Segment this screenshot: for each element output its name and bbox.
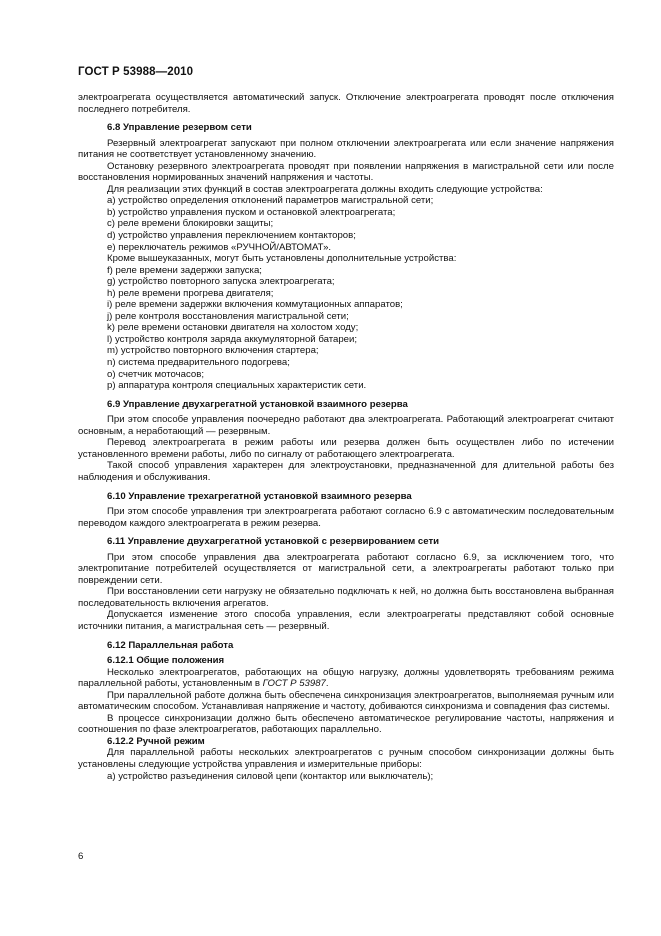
list-item: m) устройство повторного включения стартера; <box>107 345 319 357</box>
list-item: а) устройство определения отклонений параметров магистральной сети; <box>107 195 434 207</box>
list-item: а) устройство разъединения силовой цепи (контактор или выключатель); <box>107 770 434 782</box>
paragraph: Резервный электроагрегат запускают при полном отключении электроагрегата или если значение напряжения питания не соответствует установленному значению. <box>78 137 614 161</box>
section-6-8-title: 6.8 Управление резервом сети <box>107 122 252 134</box>
standard-reference: ГОСТ Р 53987 <box>262 678 326 690</box>
list-item: g) устройство повторного запуска электроагрегата; <box>107 276 335 288</box>
paragraph: В процессе синхронизации должно быть обеспечено автоматическое регулирование частоты, напряжения и соотношения по фазе электроагрегатов, работающих параллельно. <box>78 712 614 736</box>
section-6-12-title: 6.12 Параллельная работа <box>107 639 234 651</box>
subsection-6-12-2-title: 6.12.2 Ручной режим <box>107 735 205 747</box>
list-item: c) реле времени блокировки защиты; <box>107 218 274 230</box>
paragraph: Такой способ управления характерен для электроустановки, предназначенной для длительной работы без наблюдения и обслуживания. <box>78 460 614 483</box>
list-item: p) аппаратура контроля специальных характеристик сети. <box>107 380 367 392</box>
standard-header: ГОСТ Р 53988—2010 <box>78 66 194 78</box>
list-item: b) устройство управления пуском и остановкой электроагрегата; <box>107 206 396 218</box>
list-item: j) реле контроля восстановления магистральной сети; <box>107 310 349 322</box>
paragraph: Остановку резервного электроагрегата проводят при появлении напряжения в магистральной сети или после восстановления нормированных значений напряжения и частоты. <box>78 160 614 184</box>
paragraph <box>78 667 614 690</box>
paragraph: Для параллельной работы нескольких электроагрегатов с ручным способом синхронизации должны быть установлены следующие устройства управления и измерительные приборы: <box>78 747 614 770</box>
section-6-10-title: 6.10 Управление трехагрегатной установкой взаимного резерва <box>107 490 412 502</box>
list-item: f) реле времени задержки запуска; <box>107 264 262 276</box>
subsection-6-12-1-title: 6.12.1 Общие положения <box>107 655 225 667</box>
paragraph: При этом способе управления два электроагрегата работают согласно 6.9, за исключением того, что электропитание потребителей осуществляется от магистральной сети, а электроагрегаты работают только при повреждении сети. <box>78 551 614 586</box>
paragraph: Перевод электроагрегата в режим работы или резерва должен быть осуществлен либо по истечении установленного времени работы, либо по сигналу от работающего электроагрегата. <box>78 437 614 460</box>
list-item: k) реле времени остановки двигателя на холостом ходу; <box>107 322 359 334</box>
page-number: 6 <box>78 851 84 862</box>
paragraph: Кроме вышеуказанных, могут быть установлены дополнительные устройства: <box>107 253 457 265</box>
paragraph: Допускается изменение этого способа управления, если электроагрегаты представляют собой основные источники питания, а магистральная сеть — резервный. <box>78 609 614 632</box>
paragraph: Для реализации этих функций в состав электроагрегата должны входить следующие устройства: <box>107 183 543 195</box>
list-item: l) устройство контроля заряда аккумуляторной батареи; <box>107 333 358 345</box>
list-item: d) устройство управления переключением контакторов; <box>107 230 356 242</box>
list-item: h) реле времени прогрева двигателя; <box>107 287 274 299</box>
paragraph: При этом способе управления три электроагрегата работают согласно 6.9 с автоматическим последовательным переводом каждого электроагрегата в режим резерва. <box>78 506 614 529</box>
paragraph-text: Несколько электроагрегатов, работающих на общую нагрузку, должны удовлетворять требованиям режима параллельной работы, установленным в <box>78 666 614 690</box>
section-6-11-title: 6.11 Управление двухагрегатной установкой с резервированием сети <box>107 536 440 548</box>
list-item: o) счетчик моточасов; <box>107 368 204 380</box>
intro-paragraph: электроагрегата осуществляется автоматический запуск. Отключение электроагрегата проводят после отключения последнего потребителя. <box>78 92 614 115</box>
document-body <box>78 92 614 782</box>
list-item: n) система предварительного подогрева; <box>107 357 290 369</box>
paragraph-text: . <box>325 678 329 690</box>
paragraph: При этом способе управления поочередно работают два электроагрегата. Работающий электроагрегат считают основным, а неработающий — резервным. <box>78 414 614 437</box>
list-item: i) реле времени задержки включения коммутационных аппаратов; <box>107 299 403 311</box>
list-item: e) переключатель режимов «РУЧНОЙ/АВТОМАТ». <box>107 241 332 253</box>
section-6-9-title: 6.9 Управление двухагрегатной установкой взаимного резерва <box>107 398 408 410</box>
paragraph: При восстановлении сети нагрузку не обязательно подключать к ней, но должна быть восстановлена выбранная последовательность включения агрегатов. <box>78 586 614 609</box>
paragraph: При параллельной работе должна быть обеспечена синхронизация электроагрегатов, выполняемая ручным или автоматическим способом. Устанавливая напряжение и частоту, добиваются синхронизма и совпадения фаз системы. <box>78 689 614 713</box>
